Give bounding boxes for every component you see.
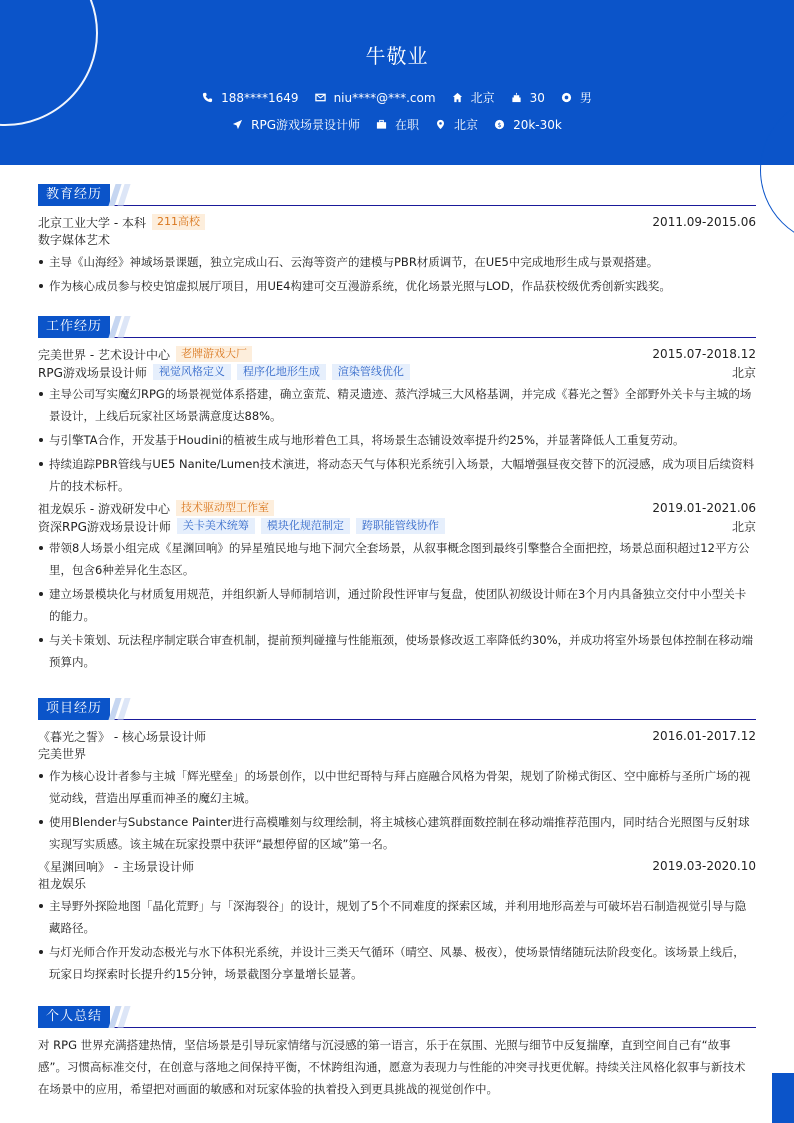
project-date: 2019.03-2020.10	[652, 859, 756, 873]
project-bullets	[38, 895, 756, 985]
email-item	[315, 91, 436, 105]
phone-item	[202, 91, 298, 105]
job-role: 资深RPG游戏场景设计师	[38, 519, 171, 534]
company-name: 祖龙娱乐 - 游戏研发中心	[38, 501, 170, 516]
major: 数字媒体艺术	[38, 233, 111, 247]
city-item	[452, 89, 495, 106]
section-stripes	[110, 184, 134, 206]
list-item: 使用Blender与Substance Painter进行高模雕刻与纹理绘制，将主城核心建筑群面数控制在移动端推荐范围内，同时结合光照图与反射球实现写实质感。该主城在玩家投票中获评“最想停留的区域”第一名。	[38, 811, 756, 855]
section-stripes	[110, 698, 134, 720]
email-text: niu****@***.com	[333, 90, 436, 105]
company-name: 完美世界 - 艺术设计中心	[38, 347, 170, 362]
project-bullets	[38, 765, 756, 855]
location-pin-icon	[435, 119, 446, 130]
list-item: 与关卡策划、玩法程序制定联合审查机制，提前预判碰撞与性能瓶颈，使场景修改返工率降低约30%，并成功将室外场景包体控制在移动端预算内。	[38, 629, 756, 673]
job-city: 北京	[731, 365, 756, 380]
company-tag: 技术驱动型工作室	[176, 500, 274, 516]
education-section	[38, 184, 756, 299]
phone-text: 188****1649	[221, 90, 299, 105]
list-item: 带领8人场景小组完成《星渊回响》的异星殖民地与地下洞穴全套场景，从叙事概念图到最终引擎整合全面把控，场景总面积超过12平方公里，包含6种差异化生态区。	[38, 537, 756, 581]
status-item	[376, 116, 419, 133]
skill-tag: 视觉风格定义	[153, 364, 231, 380]
summary-text: 对 RPG 世界充满搭建热情，坚信场景是引导玩家情绪与沉浸感的第一语言，乐于在氛围、光照与细节中反复揣摩，直到空间自己有“故事感”。习惯高标准交付，在创意与落地之间保持平衡，不怵跨组沟通，愿意为表现力与性能的冲突寻找更优解。持续关注风格化叙事与新技术在场景中的应用，希望把对画面的敏感和对玩家体验的执着投入到更具挑战的视觉创作中。	[38, 1038, 746, 1096]
skill-tag: 渲染管线优化	[332, 364, 410, 380]
section-title: 个人总结	[38, 1006, 110, 1028]
school-name: 北京工业大学 - 本科	[38, 215, 146, 230]
contact-row	[0, 89, 794, 106]
education-bullets	[38, 251, 756, 297]
section-header	[38, 1006, 756, 1028]
gender-item	[561, 89, 592, 106]
money-icon	[494, 119, 505, 130]
project-date: 2016.01-2017.12	[652, 729, 756, 743]
projects-section	[38, 698, 756, 987]
list-item: 作为核心设计者参与主城「辉光壁垒」的场景创作，以中世纪哥特与拜占庭融合风格为骨架，规划了阶梯式街区、空中廊桥与圣所广场的视觉动线，营造出厚重而神圣的魔幻主城。	[38, 765, 756, 809]
job-intent-row	[0, 116, 794, 133]
job-role-row	[38, 363, 756, 381]
send-icon	[232, 119, 243, 130]
list-item: 持续追踪PBR管线与UE5 Nanite/Lumen技术演进，将动态天气与体积光系统引入场景，大幅增强昼夜交替下的沉浸感，成为项目后续资料片的技术标杆。	[38, 453, 756, 497]
list-item: 作为核心成员参与校史馆虚拟展厅项目，用UE4构建可交互漫游系统，优化场景光照与LOD，作品获校级优秀创新实践奖。	[38, 275, 756, 297]
gender-text: 男	[579, 91, 592, 105]
job-entry-header	[38, 345, 756, 363]
job-entry-header	[38, 499, 756, 517]
cake-icon	[511, 92, 522, 103]
company-tag: 老牌游戏大厂	[176, 346, 252, 362]
gender-icon	[561, 92, 572, 103]
section-header	[38, 698, 756, 720]
project-name: 《暮光之誓》 - 核心场景设计师	[38, 729, 206, 744]
skill-tag: 跨职能管线协作	[356, 518, 445, 534]
job-city: 北京	[731, 519, 756, 534]
education-date: 2011.09-2015.06	[652, 215, 756, 229]
briefcase-icon	[376, 119, 387, 130]
project-entry-header	[38, 727, 756, 745]
project-org: 完美世界	[38, 747, 87, 761]
skill-tag: 程序化地形生成	[237, 364, 326, 380]
section-title: 项目经历	[38, 698, 110, 720]
list-item: 与引擎TA合作，开发基于Houdini的植被生成与地形着色工具，将场景生态铺设效率提升约25%，并显著降低人工重复劳动。	[38, 429, 756, 451]
list-item: 主导《山海经》神域场景课题，独立完成山石、云海等资产的建模与PBR材质调节，在UE5中完成地形生成与景观搭建。	[38, 251, 756, 273]
phone-icon	[202, 92, 213, 103]
section-header	[38, 184, 756, 206]
salary-text: 20k-30k	[513, 117, 562, 132]
home-icon	[452, 92, 463, 103]
target-city-text: 北京	[454, 118, 479, 132]
skill-tag: 关卡美术统筹	[177, 518, 255, 534]
section-stripes	[110, 1006, 134, 1028]
section-header	[38, 316, 756, 338]
job-bullets	[38, 537, 756, 673]
target-city-item	[435, 116, 478, 133]
project-name: 《星渊回响》 - 主场景设计师	[38, 859, 194, 874]
section-stripes	[110, 316, 134, 338]
job-entry	[38, 345, 756, 497]
project-entry-header	[38, 857, 756, 875]
job-bullets	[38, 383, 756, 497]
work-section	[38, 316, 756, 675]
job-role-row	[38, 517, 756, 535]
candidate-name: 牛敬业	[365, 44, 429, 68]
job-role: RPG游戏场景设计师	[38, 365, 147, 380]
mail-icon	[315, 92, 326, 103]
skill-tag: 模块化规范制定	[261, 518, 350, 534]
city-text: 北京	[470, 91, 495, 105]
age-item	[511, 91, 545, 105]
job-date: 2019.01-2021.06	[652, 501, 756, 515]
status-text: 在职	[395, 118, 420, 132]
section-title: 工作经历	[38, 316, 110, 338]
salary-item	[494, 118, 562, 132]
resume-header	[0, 0, 794, 165]
summary-section	[38, 1006, 756, 1100]
education-entry-header	[38, 213, 756, 231]
target-role-item	[232, 116, 360, 133]
project-entry	[38, 857, 756, 985]
job-date: 2015.07-2018.12	[652, 347, 756, 361]
age-text: 30	[529, 90, 545, 105]
school-tag: 211高校	[152, 214, 205, 230]
project-org: 祖龙娱乐	[38, 877, 87, 891]
list-item: 主导野外探险地图「晶化荒野」与「深海裂谷」的设计，规划了5个不同难度的探索区域，并利用地形高差与可破坏岩石制造视觉引导与隐藏路径。	[38, 895, 756, 939]
project-entry	[38, 727, 756, 855]
job-entry	[38, 499, 756, 673]
list-item: 主导公司写实魔幻RPG的场景视觉体系搭建，确立蛮荒、精灵遗迹、蒸汽浮城三大风格基调，并完成《暮光之誓》全部野外关卡与主城的场景设计，上线后玩家社区场景满意度达88%。	[38, 383, 756, 427]
decorative-corner-block	[772, 1073, 794, 1123]
list-item: 建立场景模块化与材质复用规范，并组织新人导师制培训，通过阶段性评审与复盘，使团队初级设计师在3个月内具备独立交付中小型关卡的能力。	[38, 583, 756, 627]
svg-text:$: $	[497, 120, 502, 129]
section-title: 教育经历	[38, 184, 110, 206]
list-item: 与灯光师合作开发动态极光与水下体积光系统，并设计三类天气循环（晴空、风暴、极夜），使场景情绪随玩法阶段变化。该场景上线后，玩家日均探索时长提升约15分钟，场景截图分享量增长显著。	[38, 941, 756, 985]
target-role-text: RPG游戏场景设计师	[251, 118, 361, 132]
